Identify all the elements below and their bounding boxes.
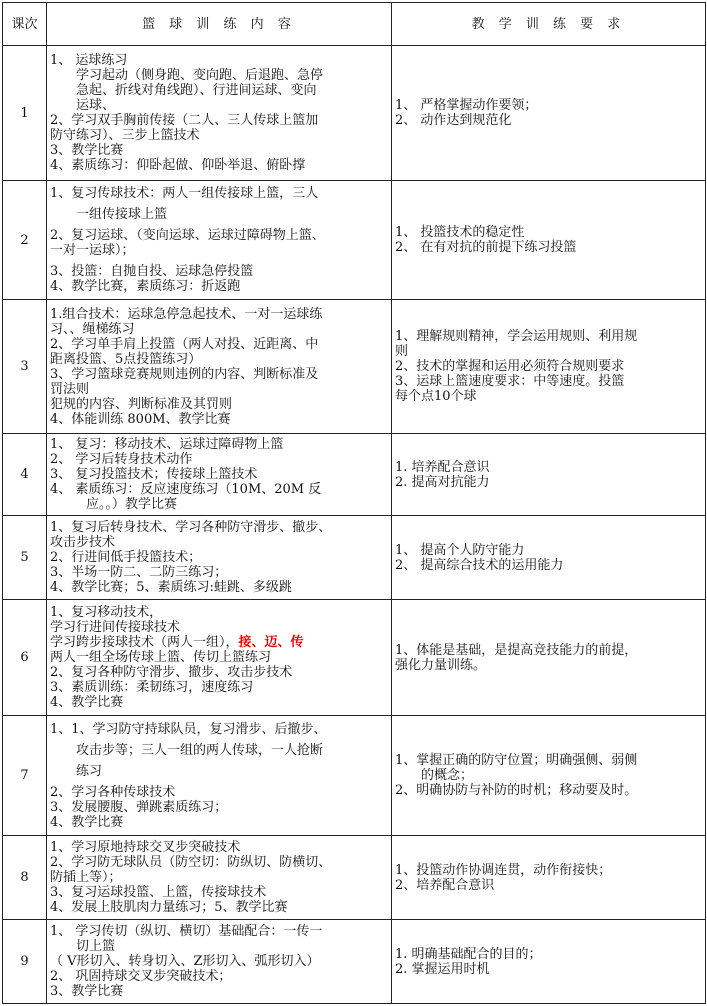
content-line: 防插上等）；: [50, 870, 122, 885]
content-line: 1、复习移动技术，: [50, 605, 163, 620]
content-line: 学习行进间传接球技术: [50, 620, 181, 635]
requirement-line: 则: [395, 344, 409, 359]
training-content: [47, 716, 392, 836]
lesson-number: 9: [3, 920, 47, 1004]
content-line: 2、复习各种防守滑步、撤步、攻击步技术: [50, 665, 293, 680]
requirement-line: 2. 提高对抗能力: [395, 474, 490, 490]
lesson-number: 3: [3, 300, 47, 434]
content-line: 4、体能训练 800M、教学比赛: [50, 411, 231, 427]
requirement-line: 1、投篮动作协调连贯，动作衔接快；: [395, 862, 612, 878]
header-training-content: 篮 球 训 练 内 容: [47, 3, 392, 46]
content-line: 应。。）教学比赛: [86, 497, 178, 512]
content-line: 距离投篮、5点投篮练习）: [50, 351, 202, 367]
content-line: 2、复习运球、（变向运球、运球过障碍物上篮、: [50, 228, 325, 243]
content-line: 4、教学比赛: [50, 695, 124, 710]
content-line: 3、半场一防二、二防三练习；: [50, 565, 228, 580]
table-row: [3, 46, 706, 181]
content-line: 4、发展上肢肌肉力量练习；5、教学比赛: [50, 900, 288, 915]
content-line: [50, 635, 388, 650]
content-line: 4、教学比赛: [50, 814, 124, 830]
lesson-number: 7: [3, 716, 47, 836]
requirement-line: 1、掌握正确的防守位置；明确强侧、弱侧: [395, 753, 638, 768]
requirement-line: 3、运球上篮速度要求：中等速度。投篮: [395, 374, 625, 389]
content-line: 犯规的内容、判断标准及其罚则: [50, 396, 233, 412]
content-line: 急起、折线对角线跑）、行进间运球、变向: [76, 83, 317, 98]
content-line: 1、1、学习防守持球队员，复习滑步、后撤步、: [50, 721, 327, 737]
content-line: 3、教学比赛: [50, 143, 124, 158]
table-row: [3, 600, 706, 716]
requirement-line: 每个点10个球: [395, 389, 477, 404]
table-row: [3, 434, 706, 516]
table-row: [3, 300, 706, 434]
content-line: 切上篮: [76, 939, 116, 954]
content-line: 3、 复习投篮技术；传接球上篮技术: [50, 467, 258, 482]
requirement-line: 2、技术的掌握和运用必须符合规则要求: [395, 359, 625, 374]
content-line: 2、学习各种传球技术: [50, 784, 176, 800]
requirement-line: 1、 提高个人防守能力: [395, 542, 525, 558]
content-line: 学习起动（侧身跑、变向跑、后退跑、急停: [76, 68, 324, 83]
content-line: 3、投篮：自抛自投、运球急停投篮: [50, 264, 254, 279]
requirement-line: 2、明确协防与补防的时机；移动要及时。: [395, 783, 638, 798]
content-line: 3、教学比赛: [50, 984, 124, 999]
training-content: [47, 836, 392, 920]
content-line: 防守练习）、三步上篮技术: [50, 128, 200, 143]
header-lesson-number: 课次: [3, 3, 47, 46]
content-line: 1、复习后转身技术、学习各种防守滑步、撤步、: [50, 520, 332, 535]
content-line: 4、教学比赛，素质练习：折返跑: [50, 279, 241, 294]
requirement-line: 1. 培养配合意识: [395, 459, 490, 475]
lesson-number: 5: [3, 516, 47, 600]
content-line: 1、复习传球技术：两人一组传接球上篮，三人: [50, 186, 319, 201]
content-line: 2、行进间低手投篮技术；: [50, 550, 202, 565]
requirement-line: 2、 动作达到规范化: [395, 113, 512, 128]
training-content: [47, 920, 392, 1004]
training-requirements: [392, 600, 706, 716]
training-content: [47, 181, 392, 300]
training-requirements: [392, 300, 706, 434]
training-requirements: [392, 716, 706, 836]
requirement-line: 1、体能是基础，是提高竞技能力的前提，: [395, 642, 638, 658]
requirement-line: 1、理解规则精神，学会运用规则、利用规: [395, 329, 638, 344]
training-content: [47, 300, 392, 434]
table-row: [3, 181, 706, 300]
training-content: [47, 600, 392, 716]
requirement-line: 1、 严格掌握动作要领；: [395, 98, 538, 113]
content-line: 1、学习原地持球交叉步突破技术: [50, 840, 241, 855]
lesson-number: 4: [3, 434, 47, 516]
training-requirements: [392, 836, 706, 920]
table-row: [3, 920, 706, 1004]
training-content: [47, 516, 392, 600]
lesson-number: 1: [3, 46, 47, 181]
content-line: 1.组合技术：运球急停急起技术、一对一运球练: [50, 306, 323, 322]
requirement-line: 的概念；: [421, 768, 474, 783]
content-line: 2、学习防无球队员（防空切：防纵切、防横切、: [50, 855, 332, 870]
content-line: 4、教学比赛；5、素质练习:蛙跳、多级跳: [50, 580, 292, 595]
requirement-line: 2、 在有对抗的前提下练习投篮: [395, 240, 577, 255]
header-row: [3, 3, 706, 46]
content-line: 罚法则: [50, 381, 90, 397]
content-line: 习、、绳梯练习: [50, 321, 135, 337]
content-line: 两人一组全场传球上篮、传切上篮练习: [50, 650, 272, 665]
training-content: [47, 46, 392, 181]
header-training-requirements: 教 学 训 练 要 求: [392, 3, 706, 46]
highlighted-keywords: 接、迈、传: [238, 635, 304, 650]
content-line: 3、学习篮球竞赛规则违例的内容、判断标准及: [50, 366, 319, 382]
table-row: [3, 836, 706, 920]
content-line: 2、学习双手胸前传接（二人、三人传球上篮加: [50, 113, 319, 128]
lesson-number: 6: [3, 600, 47, 716]
lesson-number: 8: [3, 836, 47, 920]
training-requirements: [392, 46, 706, 181]
content-line: 3、素质训练：柔韧练习，速度练习: [50, 680, 254, 695]
content-line: 运球、: [76, 98, 116, 113]
content-line: 1、 运球练习: [50, 53, 128, 68]
training-content: [47, 434, 392, 516]
requirement-line: 1、 投篮技术的稳定性: [395, 225, 525, 240]
table-row: [3, 516, 706, 600]
content-line: 一对一运球）；: [50, 243, 135, 258]
training-requirements: [392, 434, 706, 516]
requirement-line: 2. 掌握运用时机: [395, 961, 490, 977]
content-line: 4、素质练习：仰卧起做、仰卧举退、俯卧撑: [50, 158, 306, 173]
training-requirements: [392, 920, 706, 1004]
table-row: [3, 716, 706, 836]
training-requirements: [392, 181, 706, 300]
requirement-line: 2、 提高综合技术的运用能力: [395, 557, 564, 573]
content-line: 2、学习单手肩上投篮（两人对投、近距离、中: [50, 336, 319, 352]
requirement-line: 强化力量训练。: [395, 657, 487, 673]
training-requirements: [392, 516, 706, 600]
content-text: 学习跨步接球技术（两人一组），: [50, 635, 239, 650]
content-line: 1、 复习：移动技术、运球过障碍物上篮: [50, 437, 284, 452]
requirement-line: 1. 明确基础配合的目的；: [395, 946, 542, 962]
content-line: 2、 学习后转身技术动作: [50, 452, 193, 467]
content-line: 一组传接球上篮: [76, 207, 168, 222]
content-line: 1、 学习传切（纵切、横切）基础配合：一传一: [50, 924, 323, 939]
content-line: 3、发展腰腹、弹跳素质练习；: [50, 799, 228, 815]
content-line: （ V形切入、转身切入、Z形切入、弧形切入）: [50, 954, 320, 969]
content-line: 3、复习运球投篮、上篮，传接球技术: [50, 885, 267, 900]
content-line: 攻击步等；三人一组的两人传球，一人抢断: [76, 742, 324, 758]
lesson-number: 2: [3, 181, 47, 300]
content-line: 练习: [76, 763, 103, 779]
training-plan-table: [2, 2, 706, 1004]
requirement-line: 2、培养配合意识: [395, 877, 495, 893]
content-line: 2、 巩固持球交叉步突破技术；: [50, 969, 232, 984]
content-line: 攻击步技术: [50, 535, 116, 550]
content-line: 4、 素质练习：反应速度练习（10M、20M 反: [50, 482, 322, 497]
